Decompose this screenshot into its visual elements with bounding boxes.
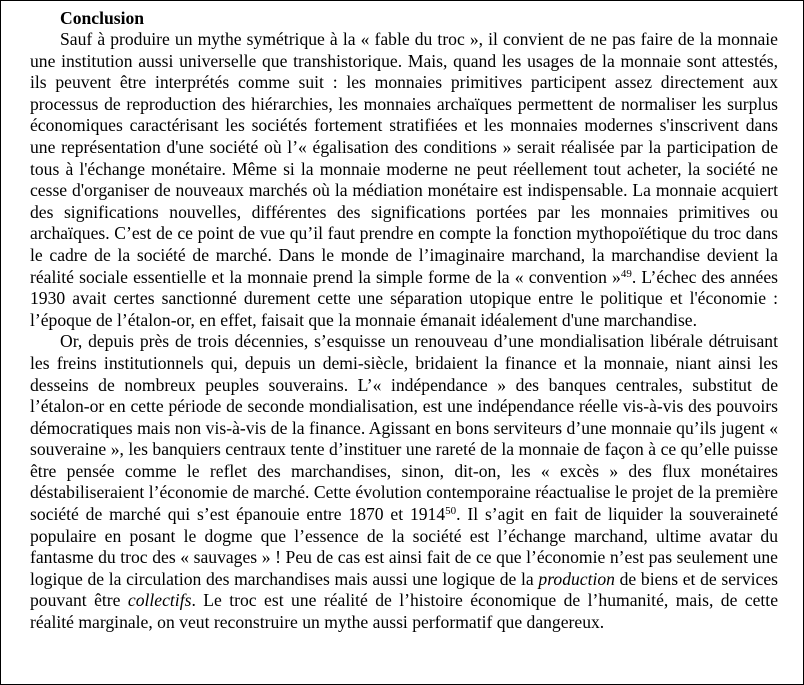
paragraph-2-text-d: . Le troc est une réalité de l’histoire économique de l’humanité, mais, de cette réalité marginale, on veut reconstruire un mythe aussi performatif que dangereux. — [30, 590, 779, 633]
paragraph-2-text-c: de biens et de services pouvant être — [30, 568, 779, 611]
emphasis-collectifs: collectifs — [127, 590, 192, 611]
paragraph-1-text-b: . L’échec des années 1930 avait certes sanctionné durement cette une séparation utopique entre le politique et l'économie : l’époque de l’étalon-or, en effet, faisait que la monnaie émanait idéalement d'une marchandise. — [30, 266, 779, 330]
paragraph-2-text-a: Or, depuis près de trois décennies, s’esquisse un renouveau d’une mondialisation libérale détruisant les freins institutionnels qui, depuis un demi-siècle, bridaient la finance et la monnaie, niant ainsi les desseins de nombreux peuples souverains. L’« indépendance » des banques centrales, substitut de l’étalon-or en cette période de seconde mondialisation, est une indépendance réelle vis-à-vis des pouvoirs démocratiques mais non vis-à-vis de la finance. Agissant en bons serviteurs d’une monnaie qu’ils jugent « souveraine », les banquiers centraux tente d’instituer une rareté de la monnaie de façon à ce qu’elle puisse être pensée comme le reflet des marchandises, sinon, dit-on, les « excès » des flux monétaires déstabiliseraient l’économie de marché. Cette évolution contemporaine réactualise le projet de la première société de marché qui s’est épanouie entre 1870 et 1914 — [30, 331, 778, 525]
paragraph-1 — [30, 29, 778, 331]
paragraph-1-text-a: Sauf à produire un mythe symétrique à la « fable du troc », il convient de ne pas faire de la monnaie une institution aussi universelle que transhistorique. Mais, quand les usages de la monnaie sont attestés, ils peuvent être interprétés comme suit : les monnaies primitives participent assez directement aux processus de reproduction des hiérarchies, les monnaies archaïques permettent de normaliser les surplus économiques caractérisant les sociétés fortement stratifiées et les monnaies modernes s'inscrivent dans une représentation d'une société où l’« égalisation des conditions » serait réalisée par la participation de tous à l'échange monétaire. Même si la monnaie moderne ne peut réellement tout acheter, la société ne cesse d'organiser de nouveaux marchés où la médiation monétaire est indispensable. La monnaie acquiert des significations nouvelles, différentes des significations portées par les monnaies primitives ou archaïques. C’est de ce point de vue qu’il faut prendre en compte la fonction mythopoïétique du troc dans le cadre de la société de marché. Dans le monde de l’imaginaire marchand, la marchandise devient la réalité sociale essentielle et la monnaie prend la simple forme de la « convention » — [30, 29, 778, 287]
footnote-ref-49: 49 — [620, 267, 632, 280]
paragraph-2 — [30, 331, 778, 633]
emphasis-production: production — [538, 568, 615, 589]
section-heading: Conclusion — [60, 8, 145, 28]
footnote-ref-50: 50 — [445, 505, 457, 518]
paragraph-2-text-b: . Il s’agit en fait de liquider la souveraineté populaire en posant le dogme que l’essence de la société est l’échange marchand, ultime avatar du fantasme du troc des « sauvages » ! Peu de cas est ainsi fait de ce que l’économie n’est pas seulement une logique de la circulation des marchandises mais aussi une logique de la — [30, 504, 778, 589]
